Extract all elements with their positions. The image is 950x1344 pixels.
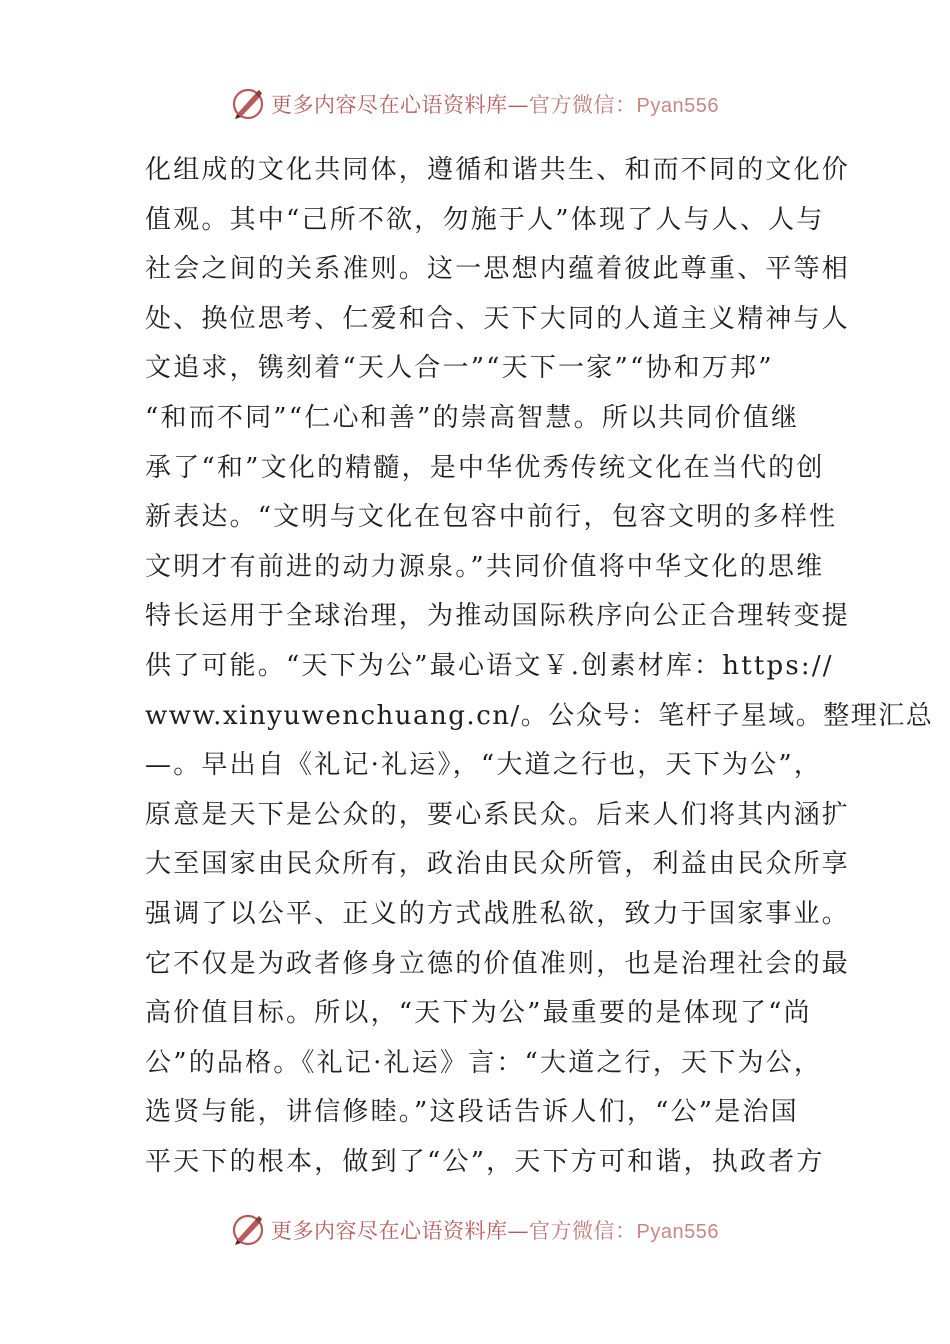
header-banner-text xyxy=(271,89,719,119)
header-banner-separator: — xyxy=(507,93,530,117)
footer-banner-text xyxy=(271,1215,719,1245)
body-line: 承了“和”文化的精髓，是中华优秀传统文化在当代的创 xyxy=(145,452,825,483)
footer-banner-separator: — xyxy=(507,1219,530,1243)
body-line: 原意是天下是公众的，要心系民众。后来人们将其内涵扩 xyxy=(145,799,851,830)
body-line: 值观。其中“己所不欲，勿施于人”体现了人与人、人与 xyxy=(145,204,825,235)
header-banner-wechat-label: 官方微信： xyxy=(529,93,637,117)
body-line: 文追求，镌刻着“天人合一”“天下一家”“协和万邦” xyxy=(145,353,774,384)
footer-banner-main: 更多内容尽在心语资料库 xyxy=(271,1219,508,1243)
body-line: 特长运用于全球治理，为推动国际秩序向公正合理转变提 xyxy=(145,601,851,632)
body-line: 新表达。“文明与文化在包容中前行，包容文明的多样性 xyxy=(145,502,838,533)
document-body xyxy=(145,146,934,1187)
header-banner-wechat-id: Pyan556 xyxy=(636,95,719,117)
body-line: 大至国家由民众所有，政治由民众所管，利益由民众所享 xyxy=(145,849,851,880)
footer-banner-wechat-label: 官方微信： xyxy=(529,1219,637,1243)
body-line: 公”的品格。《礼记·礼运》言：“大道之行，天下为公， xyxy=(145,1047,823,1078)
body-line: 高价值目标。所以，“天下为公”最重要的是体现了“尚 xyxy=(145,998,812,1029)
body-line: —。早出自《礼记·礼运》，“大道之行也，天下为公”， xyxy=(145,750,823,781)
footer-banner xyxy=(0,1210,950,1250)
pen-logo-icon xyxy=(231,1213,265,1247)
body-line: 社会之间的关系准则。这一思想内蕴着彼此尊重、平等相 xyxy=(145,254,851,285)
pen-logo-icon xyxy=(231,87,265,121)
body-line: 化组成的文化共同体，遵循和谐共生、和而不同的文化价 xyxy=(145,155,851,185)
body-line: 它不仅是为政者修身立德的价值准则，也是治理社会的最 xyxy=(145,948,851,979)
body-line: 平天下的根本，做到了“公”，天下方可和谐，执政者方 xyxy=(145,1146,825,1177)
header-banner-main: 更多内容尽在心语资料库 xyxy=(271,93,508,117)
body-line: 文明才有前进的动力源泉。”共同价值将中华文化的思维 xyxy=(145,551,825,582)
body-line: 供了可能。“天下为公”最心语文￥.创素材库：https:// xyxy=(145,650,834,681)
body-line: 处、换位思考、仁爱和合、天下大同的人道主义精神与人 xyxy=(145,303,851,334)
body-line: www.xinyuwenchuang.cn/。公众号：笔杆子星域。整理汇总 xyxy=(145,700,934,731)
header-banner xyxy=(0,84,950,124)
body-line: 选贤与能，讲信修睦。”这段话告诉人们，“公”是治国 xyxy=(145,1097,799,1128)
body-line: “和而不同”“仁心和善”的崇高智慧。所以共同价值继 xyxy=(145,402,800,433)
body-line: 强调了以公平、正义的方式战胜私欲，致力于国家事业。 xyxy=(145,898,851,929)
footer-banner-wechat-id: Pyan556 xyxy=(636,1221,719,1243)
